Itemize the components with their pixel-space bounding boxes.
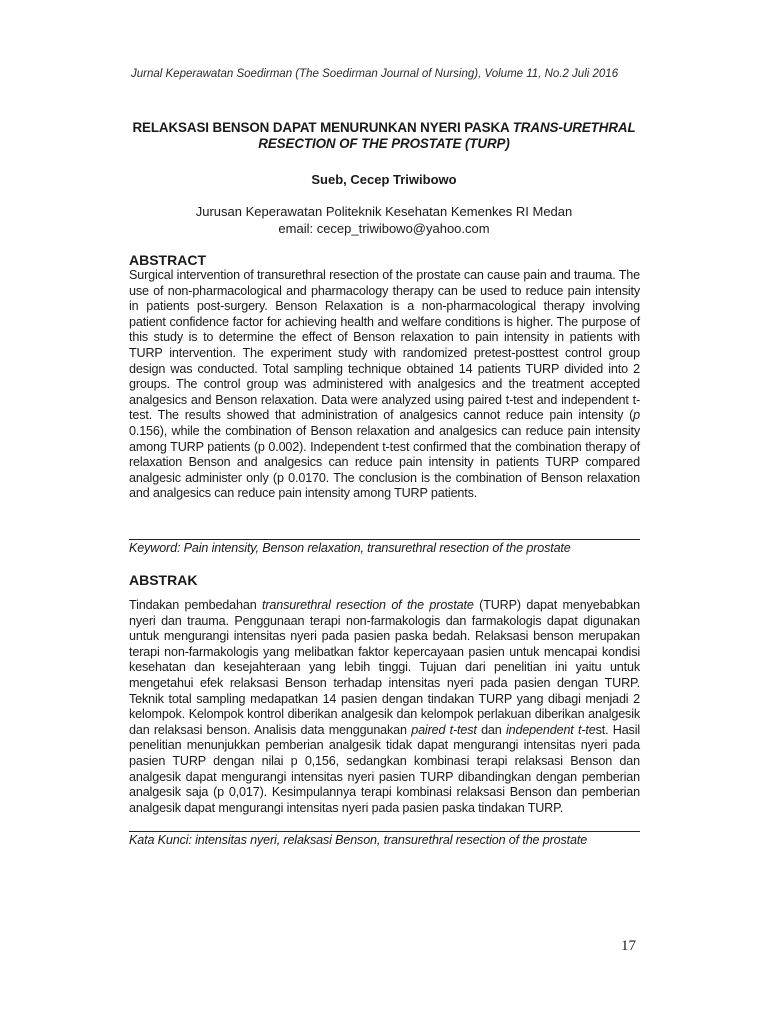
authors: Sueb, Cecep Triwibowo: [311, 172, 457, 187]
abstract-p-italic: p: [633, 408, 640, 423]
abstrak-text-a: Tindakan pembedahan: [129, 598, 262, 612]
abstract-paragraph: [129, 268, 640, 502]
abstrak-heading: ABSTRAK: [129, 572, 198, 588]
abstrak-italic-b: paired t-test: [411, 722, 477, 737]
abstract-text-b: 0.156), while the combination of Benson relaxation and analgesics can reduce pain intensity among TURP patients (p 0.002). Independent t-test confirmed that the combination therapy of relaxation Benson and analgesics can reduce pain intensity in patients TURP compared analgesic administer only (p 0.0170. The conclusion is the combination of Benson relaxation and analgesics can reduce pain intensity among TURP patients.: [129, 423, 640, 501]
title-main: RELAKSASI BENSON DAPAT MENURUNKAN NYERI PASKA: [132, 120, 513, 135]
abstrak-body: [129, 598, 640, 816]
email: email: cecep_triwibowo@yahoo.com: [278, 221, 490, 236]
abstrak-keywords: Kata Kunci: intensitas nyeri, relaksasi Benson, transurethral resection of the prostate: [129, 833, 588, 847]
affiliation: Jurusan Keperawatan Politeknik Kesehatan Kemenkes RI Medan: [195, 204, 573, 219]
title-italic: TRANS-URETHRAL RESECTION OF THE PROSTATE (TURP): [258, 120, 636, 151]
abstrak-text-c: dan: [476, 722, 506, 737]
abstract-keywords: Keyword: Pain intensity, Benson relaxation, transurethral resection of the prostate: [129, 541, 571, 555]
page-number: 17: [621, 938, 636, 954]
abstrak-paragraph: [129, 598, 640, 816]
abstract-heading: ABSTRACT: [129, 252, 206, 268]
abstrak-italic-c: independent t-te: [505, 722, 596, 737]
abstract-text-a: Surgical intervention of transurethral resection of the prostate can cause pain and trauma. The use of non-pharmacological and pharmacology therapy can be used to reduce pain intensity in patients post-surgery. Benson Relaxation is a non-pharmacological therapy involving patient confidence factor for achieving health and welfare conditions is higher. The purpose of this study is to determine the effect of Benson relaxation to pain intensity in patients with TURP intervention. The experiment study with randomized pretest-posttest control group design was conducted. Total sampling technique obtained 14 patients TURP divided into 2 groups. The control group was administered with analgesics and the treatment accepted analgesics and Benson relaxation. Data were analyzed using paired t-test and independent t-test. The results showed that administration of analgesics cannot reduce pain intensity (: [129, 268, 640, 423]
abstrak-keyword-rule: [129, 831, 640, 832]
abstrak-italic-a: transurethral resection of the prostate: [262, 598, 474, 612]
running-head: Jurnal Keperawatan Soedirman (The Soedirman Journal of Nursing), Volume 11, No.2 Juli 2016: [131, 68, 619, 80]
abstract-body: [129, 268, 640, 502]
abstract-keyword-rule: [129, 539, 640, 540]
affiliation-block: [110, 203, 658, 237]
article-title: [110, 120, 658, 152]
abstrak-text-d: st. Hasil penelitian menunjukkan pemberian analgesik tidak dapat mengurangi intensitas nyeri pada pasien TURP dengan nilai p 0,156, sedangkan kombinasi terapi relaksasi Benson dan analgesik dapat mengurangi intensitas nyeri pasien TURP dibandingkan dengan pemberian analgesik saja (p 0,017). Kesimpulannya terapi kombinasi relaksasi Benson dan pemberian analgesik dapat mengurangi intensitas nyeri pada pasien paska tindakan TURP.: [129, 722, 640, 815]
abstrak-text-b: (TURP) dapat menyebabkan nyeri dan trauma. Penggunaan terapi non-farmakologis dan farmakologis dapat digunakan untuk mengurangi intensitas nyeri pada pasien paska bedah. Relaksasi benson merupakan terapi non-farmakologis yang melibatkan faktor kepercayaan pasien untuk mencapai kondisi kesehatan dan kesejahteraan yang lebih tinggi. Tujuan dari penelitian ini yaitu untuk mengetahui efek relaksasi Benson terhadap intensitas nyeri pada pasien dengan TURP. Teknik total sampling medapatkan 14 pasien dengan tindakan TURP yang dibagi menjadi 2 kelompok. Kelompok kontrol diberikan analgesik dan kelompok perlakuan diberikan analgesik dan relaksasi benson. Analisis data menggunakan: [129, 598, 640, 737]
